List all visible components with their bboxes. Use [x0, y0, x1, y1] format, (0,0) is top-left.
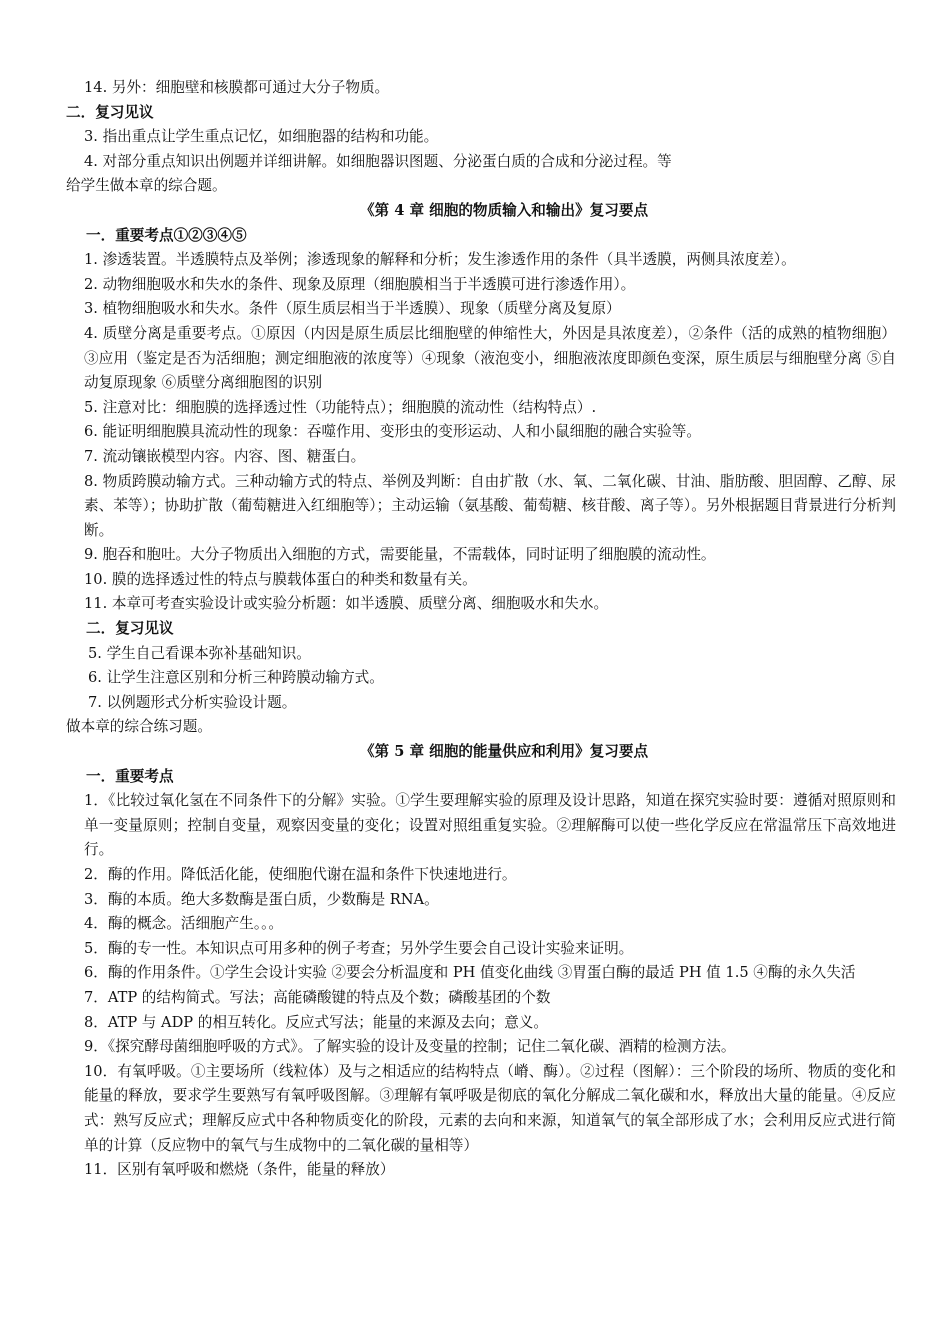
ch3-review-tail: 给学生做本章的综合题。 — [66, 177, 227, 195]
ch5-item-8: 8．ATP 与 ADP 的相互转化。反应式写法；能量的来源及去向；意义。 — [84, 1013, 548, 1031]
ch4-item-9: 9. 胞吞和胞吐。大分子物质出入细胞的方式，需要能量，不需载体，同时证明了细胞膜的流动性。 — [84, 546, 716, 564]
ch4-review-tail: 做本章的综合练习题。 — [66, 718, 212, 736]
document-body — [66, 76, 896, 1183]
ch5-item-1: 1．《比较过氧化氢在不同条件下的分解》实验。①学生要理解实验的原理及设计思路，知道在探究实验时要：遵循对照原则和单一变量原则；控制自变量，观察因变量的变化；设置对照组重复实验。②理解酶可以使一些化学反应在常温常压下高效地进行。 — [84, 792, 896, 859]
ch4-item-4: 4. 质壁分离是重要考点。①原因（内因是原生质层比细胞壁的伸缩性大，外因是具浓度差），②条件（活的成熟的植物细胞）③应用（鉴定是否为活细胞；测定细胞液的浓度等）④现象（液泡变小，细胞液浓度即颜色变深，原生质层与细胞壁分离 ⑤自动复原现象 ⑥质壁分离细胞图的识别 — [84, 324, 896, 392]
ch5-item-10: 10．有氧呼吸。①主要场所（线粒体）及与之相适应的结构特点（嵴、酶）。②过程（图解）：三个阶段的场所、物质的变化和能量的释放，要求学生要熟写有氧呼吸图解。③理解有氧呼吸是彻底的氧化分解成二氧化碳和水，释放出大量的能量。④反应式：熟写反应式；理解反应式中各种物质变化的阶段，元素的去向和来源，知道氧气的氧全部形成了水；会利用反应式进行简单的计算（反应物中的氧气与生成物中的二氧化碳的量相等） — [84, 1062, 896, 1154]
ch3-review-item: 3. 指出重点让学生重点记忆，如细胞器的结构和功能。 — [84, 128, 439, 146]
ch5-item-3: 3．酶的本质。绝大多数酶是蛋白质，少数酶是 RNA。 — [84, 890, 439, 908]
ch5-item-6: 6．酶的作用条件。①学生会设计实验 ②要会分析温度和 PH 值变化曲线 ③胃蛋白酶的最适 PH 值 1.5 ④酶的永久失活 — [84, 964, 856, 982]
ch4-item-7: 7. 流动镶嵌模型内容。内容、图、糖蛋白。 — [84, 447, 366, 465]
ch5-item-11: 11．区别有氧呼吸和燃烧（条件，能量的释放） — [84, 1161, 395, 1179]
ch3-review-title: 二．复习见议 — [66, 103, 154, 121]
ch4-item-6: 6. 能证明细胞膜具流动性的现象：吞噬作用、变形虫的变形运动、人和小鼠细胞的融合实验等。 — [84, 423, 701, 441]
ch5-item-2: 2．酶的作用。降低活化能，使细胞代谢在温和条件下快速地进行。 — [84, 866, 517, 883]
ch5-key-points-title: 一．重要考点 — [86, 767, 174, 785]
ch4-review-item: 6. 让学生注意区别和分析三种跨膜动输方式。 — [88, 669, 384, 687]
ch4-item-3: 3. 植物细胞吸水和失水。条件（原生质层相当于半透膜）、现象（质壁分离及复原） — [84, 300, 621, 318]
ch5-item-7: 7．ATP 的结构简式。写法；高能磷酸键的特点及个数；磷酸基团的个数 — [84, 988, 551, 1006]
ch4-item-5: 5. 注意对比：细胞膜的选择透过性（功能特点）；细胞膜的流动性（结构特点）. — [84, 398, 597, 416]
ch4-review-title: 二．复习见议 — [86, 620, 174, 638]
ch4-item-10: 10. 膜的选择透过性的特点与膜载体蛋白的种类和数量有关。 — [84, 570, 477, 588]
ch3-item-14: 14. 另外：细胞壁和核膜都可通过大分子物质。 — [84, 79, 390, 96]
ch4-item-2: 2. 动物细胞吸水和失水的条件、现象及原理（细胞膜相当于半透膜可进行渗透作用）。 — [84, 275, 636, 293]
ch5-item-5: 5．酶的专一性。本知识点可用多种的例子考查；另外学生要会自己设计实验来证明。 — [84, 939, 634, 957]
ch4-key-points-title: 一．重要考点①②③④⑤ — [86, 226, 247, 244]
ch4-item-1: 1. 渗透装置。半透膜特点及举例；渗透现象的解释和分析；发生渗透作用的条件（具半透膜，两侧具浓度差）。 — [84, 251, 796, 269]
chapter-4-title: 《第 4 章 细胞的物质输入和输出》复习要点 — [359, 201, 649, 219]
ch4-item-8: 8. 物质跨膜动输方式。三种动输方式的特点、举例及判断：自由扩散（水、氧、二氧化碳、甘油、脂肪酸、胆固醇、乙醇、尿素、苯等）；协助扩散（葡萄糖进入红细胞等）；主动运输（氨基酸、葡萄糖、核苷酸、离子等）。另外根据题目背景进行分析判断。 — [84, 472, 896, 539]
ch4-review-item: 5. 学生自己看课本弥补基础知识。 — [88, 644, 311, 662]
ch4-review-item: 7. 以例题形式分析实验设计题。 — [88, 693, 297, 711]
chapter-5-title: 《第 5 章 细胞的能量供应和利用》复习要点 — [359, 743, 649, 761]
ch5-item-9: 9．《探究酵母菌细胞呼吸的方式》。了解实验的设计及变量的控制；记住二氧化碳、酒精的检测方法。 — [84, 1038, 736, 1056]
ch5-item-4: 4．酶的概念。活细胞产生。。。 — [84, 915, 283, 933]
ch3-review-item: 4. 对部分重点知识出例题并详细讲解。如细胞器识图题、分泌蛋白质的合成和分泌过程。等 — [84, 152, 672, 170]
ch4-item-11: 11. 本章可考查实验设计或实验分析题：如半透膜、质壁分离、细胞吸水和失水。 — [84, 595, 609, 613]
